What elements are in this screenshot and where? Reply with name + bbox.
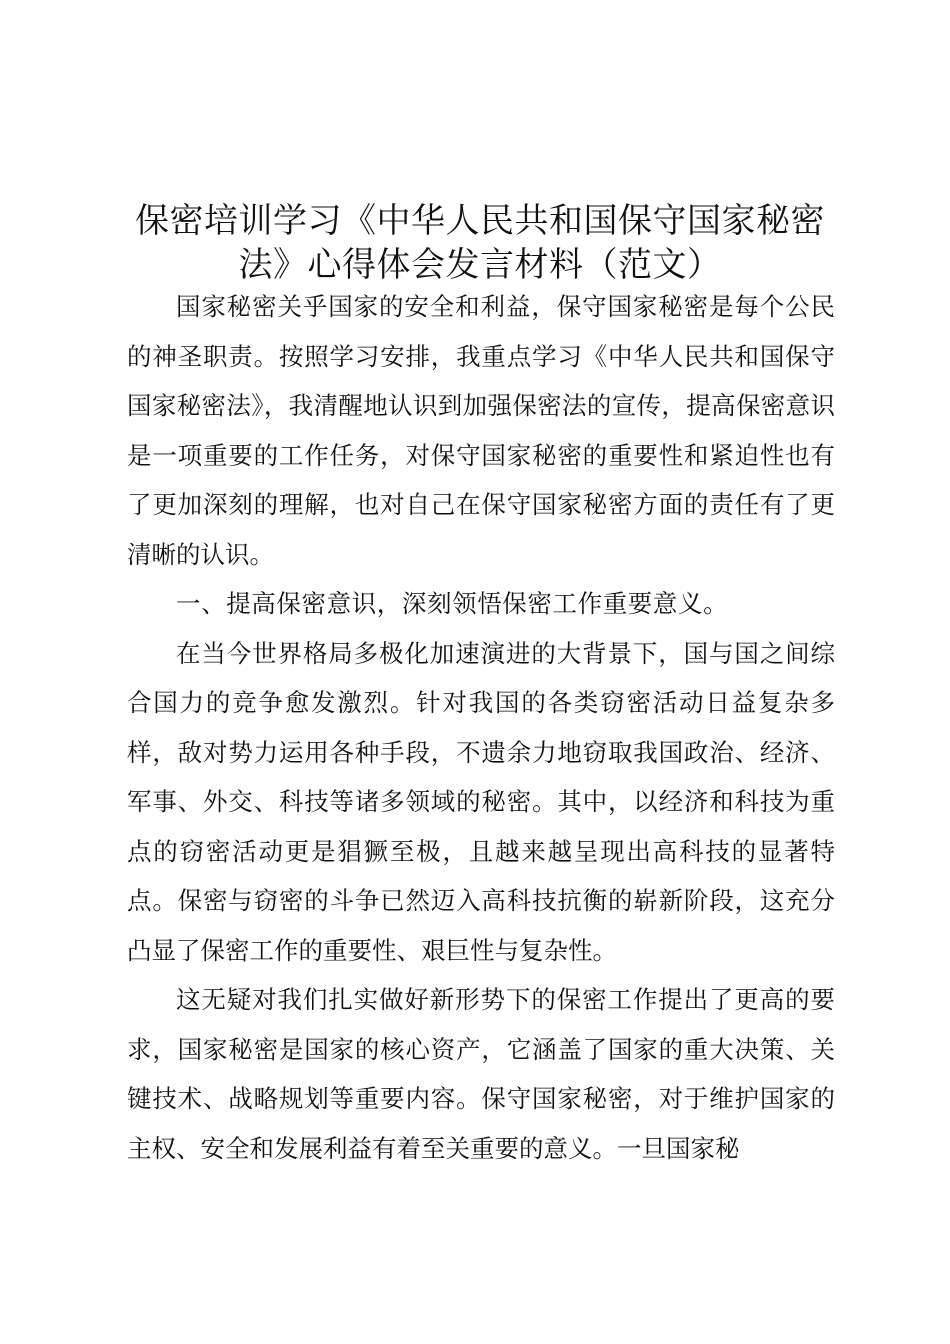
document-body	[127, 282, 835, 1173]
title-line-2: 法》心得体会发言材料（范文）	[238, 244, 722, 285]
section-heading-1: 一、提高保密意识，深刻领悟保密工作重要意义。	[176, 589, 729, 618]
paragraph-context: 在当今世界格局多极化加速演进的大背景下，国与国之间综合国力的竞争愈发激烈。针对我国的各类窃密活动日益复杂多样，敌对势力运用各种手段，不遗余力地窃取我国政治、经济、军事、外交、科技等诸多领域的秘密。其中，以经济和科技为重点的窃密活动更是猖獗至极，且越来越呈现出高科技的显著特点。保密与窃密的斗争已然迈入高科技抗衡的崭新阶段，这充分凸显了保密工作的重要性、艰巨性与复杂性。	[127, 638, 835, 965]
paragraph-requirements: 这无疑对我们扎实做好新形势下的保密工作提出了更高的要求，国家秘密是国家的核心资产，它涵盖了国家的重大决策、关键技术、战略规划等重要内容。保守国家秘密，对于维护国家的主权、安全和发展利益有着至关重要的意义。一旦国家秘	[127, 985, 835, 1163]
document-title	[110, 199, 850, 287]
paragraph-intro: 国家秘密关乎国家的安全和利益，保守国家秘密是每个公民的神圣职责。按照学习安排，我重点学习《中华人民共和国保守国家秘密法》，我清醒地认识到加强保密法的宣传，提高保密意识是一项重要的工作任务，对保守国家秘密的重要性和紧迫性也有了更加深刻的理解，也对自己在保守国家秘密方面的责任有了更清晰的认识。	[127, 292, 835, 569]
title-line-1: 保密培训学习《中华人民共和国保守国家秘密	[135, 200, 825, 241]
